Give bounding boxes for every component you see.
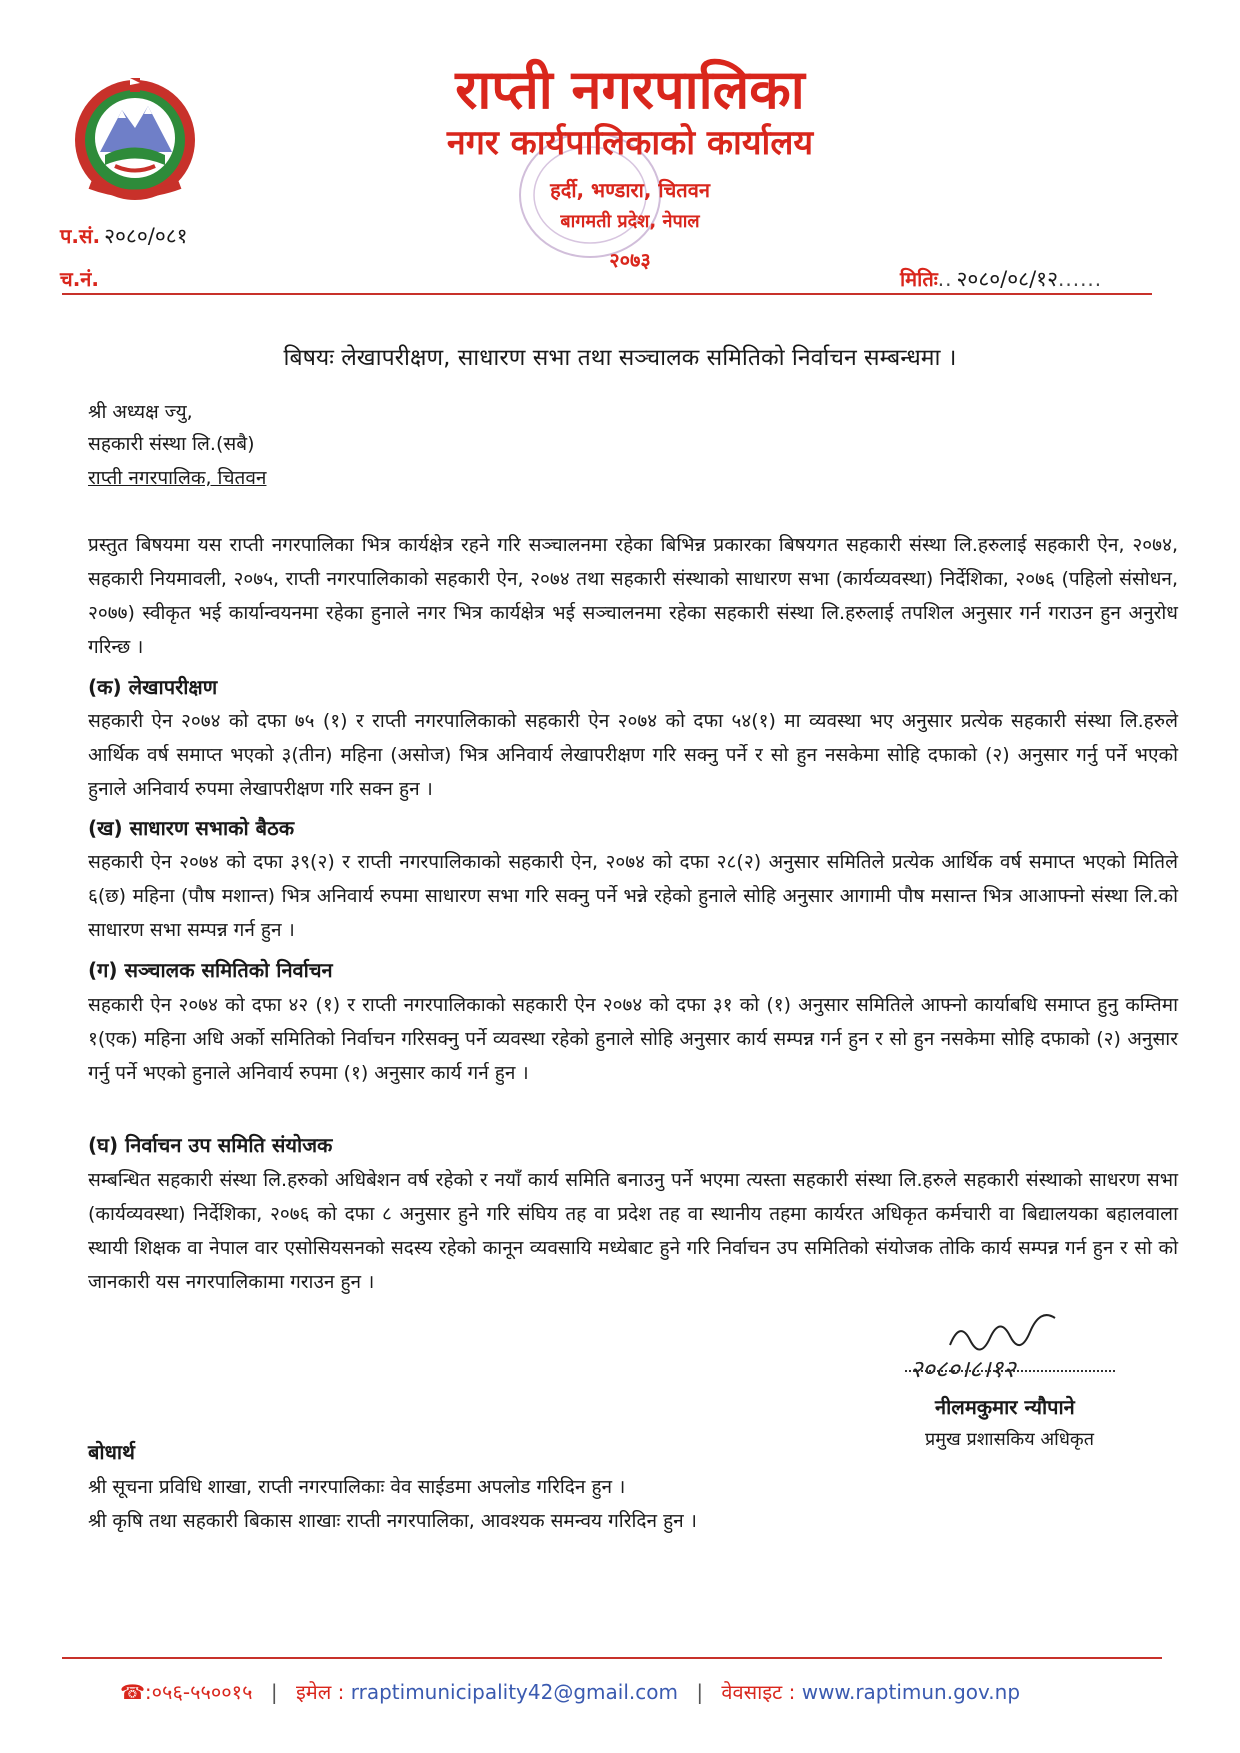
org-title: राप्ती नगरपालिका (455, 58, 805, 121)
footer-email-link[interactable]: rraptimunicipality42@gmail.com (350, 1680, 678, 1704)
signature-date: २०८०।८।१२ (910, 1355, 1016, 1383)
intro-paragraph: प्रस्तुत बिषयमा यस राप्ती नगरपालिका भित्र कार्यक्षेत्र रहने गरि सञ्चालनमा रहेका बिभिन्न प्रकारका बिषयगत सहकारी संस्था लि.हरुलाई सहकारी ऐन, २०७४, सहकारी नियमावली, २०७५, राप्ती नगरपालिकाको सहकारी ऐन, २०७४ तथा सहकारी संस्थाको साधारण सभा (कार्यव्यवस्था) निर्देशिका, २०७६ (पहिलो संसोधन, २०७७) स्वीकृत भई कार्यान्वयनमा रहेका हुनाले नगर भित्र कार्यक्षेत्र भई सञ्चालनमा रहेका सहकारी संस्था लि.हरुलाई तपशिल अनुसार गर्न गराउन हुन अनुरोध गरिन्छ । (88, 534, 1178, 658)
ref-value: २०८०/०८१ (104, 224, 188, 248)
org-province: बागमती प्रदेश, नेपाल (560, 211, 700, 232)
footer-contact: ☎:०५६-५५००१५ | इमेल : rraptimunicipality42@gmail.com | वेवसाइट : www.raptimun.gov.np (120, 1680, 1021, 1704)
dispatch-label: च.नं. (60, 267, 99, 291)
reference-number (60, 222, 188, 250)
signatory-title: प्रमुख प्रशासकिय अधिकृत (925, 1429, 1094, 1450)
org-subtitle: नगर कार्यपालिकाको कार्यालय (446, 123, 814, 163)
addressee-line-1: श्री अध्यक्ष ज्यु, (88, 401, 193, 423)
subject-line: बिषयः लेखापरीक्षण, साधारण सभा तथा सञ्चालक समितिको निर्वाचन सम्बन्धमा । (283, 345, 957, 371)
section-text-ka: सहकारी ऐन २०७४ को दफा ७५ (१) र राप्ती नगरपालिकाको सहकारी ऐन २०७४ को दफा ५४(१) मा व्यवस्था भए अनुसार प्रत्येक सहकारी संस्था लि.हरुले आर्थिक वर्ष समाप्त भएको ३(तीन) महिना (असोज) भित्र अनिवार्य लेखापरीक्षण गरि सक्नु पर्ने र सो हुन नसकेमा सोहि दफाको (२) अनुसार गर्नु पर्ने भएको हुनाले अनिवार्य रुपमा लेखापरीक्षण गरि सक्न हुन । (88, 710, 1178, 800)
nepal-emblem-icon (60, 70, 210, 205)
ref-label: प.सं. (60, 224, 101, 248)
section-heading-ga: (ग) सञ्चालक समितिको निर्वाचन (88, 958, 333, 982)
date-label: मितिः (900, 267, 938, 291)
section-text-kha: सहकारी ऐन २०७४ को दफा ३९(२) र राप्ती नगरपालिकाको सहकारी ऐन, २०७४ को दफा २८(२) अनुसार समितिले प्रत्येक आर्थिक वर्ष समाप्त भएको मितिले ६(छ) महिना (पौष मशान्त) भित्र अनिवार्य रुपमा साधारण सभा गरि सक्नु पर्ने भन्ने रहेको हुनाले सोहि अनुसार आगामी पौष मसान्त भित्र आआफ्नो संस्था लि.को साधारण सभा सम्पन्न गर्न हुन । (88, 851, 1178, 941)
section-heading-ka: (क) लेखापरीक्षण (88, 675, 218, 699)
footer-phone: :०५६-५५००१५ (144, 1680, 253, 1704)
email-label: इमेल : (295, 1680, 345, 1704)
cc-line-1: श्री सूचना प्रविधि शाखा, राप्ती नगरपालिकाः वेव साईडमा अपलोड गरिदिन हुन । (88, 1476, 626, 1498)
org-year: २०७३ (609, 248, 651, 272)
cc-heading: बोधार्थ (88, 1440, 135, 1464)
org-address: हर्दी, भण्डारा, चितवन (550, 178, 710, 202)
cc-line-2: श्री कृषि तथा सहकारी बिकास शाखाः राप्ती नगरपालिका, आवश्यक समन्वय गरिदिन हुन । (88, 1510, 697, 1532)
phone-icon: ☎ (120, 1680, 145, 1704)
addressee-line-3: राप्ती नगरपालिक, चितवन (88, 467, 267, 489)
footer-website-link[interactable]: www.raptimun.gov.np (801, 1680, 1021, 1704)
section-text-gha: सम्बन्धित सहकारी संस्था लि.हरुको अधिबेशन वर्ष रहेको र नयाँ कार्य समिति बनाउनु पर्ने भएमा त्यस्ता सहकारी संस्था लि.हरुले सहकारी संस्थाको साधरण सभा (कार्यव्यवस्था) निर्देशिका, २०७६ को दफा ८ अनुसार हुने गरि संघिय तह वा प्रदेश तह वा स्थानीय तहमा कार्यरत अधिकृत कर्मचारी वा बिद्यालयका बहालवाला स्थायी शिक्षक वा नेपाल वार एसोसियसनको सदस्य रहेको कानून व्यवसायि मध्येबाट हुने गरि निर्वाचन उप समितिको संयोजक तोकि कार्य सम्पन्न गर्न हुन र सो को जानकारी यस नगरपालिकामा गराउन हुन । (88, 1169, 1178, 1293)
header-divider (62, 293, 1152, 295)
website-label: वेवसाइट : (721, 1680, 796, 1704)
footer-divider (62, 1657, 1162, 1659)
signature-line (905, 1370, 1115, 1372)
section-text-ga: सहकारी ऐन २०७४ को दफा ४२ (१) र राप्ती नगरपालिकाको सहकारी ऐन २०७४ को दफा ३१ को (१) अनुसार समितिले आफ्नो कार्याबधि समाप्त हुनु कम्तिमा १(एक) महिना अधि अर्को समितिको निर्वाचन गरिसक्नु पर्ने व्यवस्था रहेको हुनाले सोहि अनुसार कार्य सम्पन्न गर्न हुन र सो हुन नसकेमा सोहि दफाको (२) अनुसार गर्नु पर्ने भएको हुनाले अनिवार्य रुपमा (१) अनुसार कार्य गर्न हुन । (88, 994, 1178, 1084)
section-heading-gha: (घ) निर्वाचन उप समिति संयोजक (88, 1133, 333, 1157)
signatory-name: नीलमकुमार न्यौपाने (935, 1395, 1075, 1419)
dispatch-number (60, 265, 99, 292)
letter-date: मितिः.. २०८०/०८/१२...... (900, 267, 1103, 291)
date-value: २०८०/०८/१२ (956, 267, 1058, 291)
addressee-line-2: सहकारी संस्था लि.(सबै) (88, 433, 255, 455)
section-heading-kha: (ख) साधारण सभाको बैठक (88, 816, 295, 840)
